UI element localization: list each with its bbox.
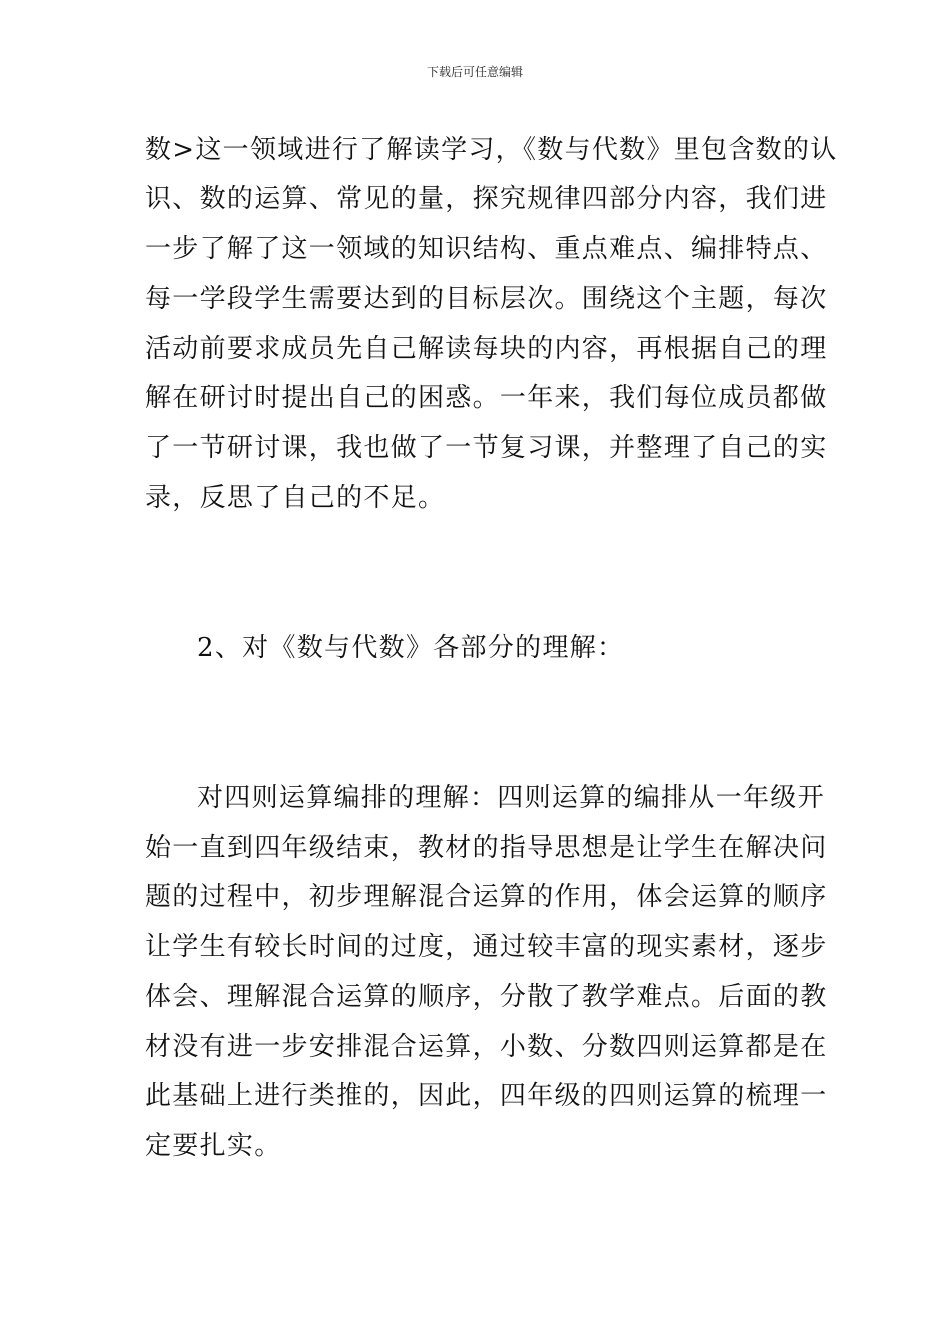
paragraph-line: 此基础上进行类推的，因此，四年级的四则运算的梳理一	[145, 1081, 828, 1111]
paragraph-line: 始一直到四年级结束，教材的指导思想是让学生在解决问	[145, 833, 828, 863]
paragraph-line: 数>这一领域进行了解读学习，《数与代数》里包含数的认	[145, 135, 838, 165]
page-header: 下载后可任意编辑	[426, 65, 523, 79]
paragraph-line: 对四则运算编排的理解：四则运算的编排从一年级开	[197, 783, 825, 813]
paragraph-line: 定要扎实。	[145, 1131, 282, 1161]
paragraph-line: 一步了解了这一领域的知识结构、重点难点、编排特点、	[145, 234, 828, 264]
paragraph-line: 材没有进一步安排混合运算，小数、分数四则运算都是在	[145, 1032, 828, 1062]
paragraph-line: 录，反思了自己的不足。	[145, 483, 446, 513]
paragraph-line: 识、数的运算、常见的量，探究规律四部分内容，我们进	[145, 184, 828, 214]
paragraph-line: 题的过程中，初步理解混合运算的作用，体会运算的顺序	[145, 882, 828, 912]
paragraph-line: 体会、理解混合运算的顺序，分散了教学难点。后面的教	[145, 982, 828, 1012]
section-heading: 2、对《数与代数》各部分的理解：	[197, 633, 625, 663]
paragraph-line: 解在研讨时提出自己的困惑。一年来，我们每位成员都做	[145, 383, 828, 413]
paragraph-line: 让学生有较长时间的过度，通过较丰富的现实素材，逐步	[145, 932, 828, 962]
paragraph-line: 了一节研讨课，我也做了一节复习课，并整理了自己的实	[145, 433, 828, 463]
paragraph-line: 活动前要求成员先自己解读每块的内容，再根据自己的理	[145, 334, 828, 364]
paragraph-line: 每一学段学生需要达到的目标层次。围绕这个主题，每次	[145, 284, 828, 314]
